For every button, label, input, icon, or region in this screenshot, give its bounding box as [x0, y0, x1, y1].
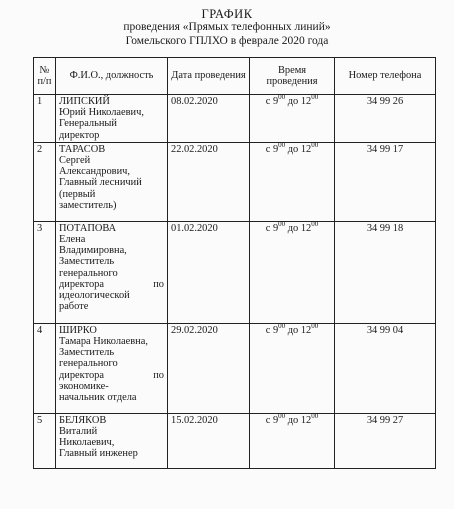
person-surname: ПОТАПОВА [59, 222, 117, 234]
header-name: Ф.И.О., должность [56, 58, 168, 95]
person-line: Сергей [59, 155, 91, 167]
person-line: генерального [59, 267, 118, 279]
date-cell: 15.02.2020 [168, 413, 250, 468]
document-subtitle-line1: проведения «Прямых телефонных линий» [123, 21, 331, 33]
person-line: Юрий Николаевич, [59, 107, 144, 119]
person-line: Владимировна, [59, 245, 127, 257]
person-line: Николаевич, [59, 437, 115, 449]
person-line: директора по [59, 278, 164, 290]
person-line: Главный инженер [59, 448, 138, 460]
person-line: Виталий [59, 426, 98, 438]
table-row [34, 142, 436, 221]
time-cell: с $9^{00}$ до $12^{00}$ [250, 413, 335, 468]
person-line: Главный лесничий [59, 177, 142, 189]
row-number: 4 [34, 323, 56, 413]
person-surname: ШИРКО [59, 324, 97, 336]
table-header-row [34, 58, 436, 95]
table-row [34, 221, 436, 323]
phone-cell: 34 99 04 [335, 323, 436, 413]
date-cell: 08.02.2020 [168, 95, 250, 143]
person-line: генерального [59, 358, 118, 370]
person-line: директор [59, 129, 100, 141]
date-cell: 22.02.2020 [168, 142, 250, 221]
person-line: Генеральный [59, 118, 117, 130]
person-line: директора по [59, 369, 164, 381]
schedule-table [33, 57, 436, 469]
phone-cell: 34 99 17 [335, 142, 436, 221]
person-line: начальник отдела [59, 392, 137, 404]
row-number: 5 [34, 413, 56, 468]
table-row [34, 413, 436, 468]
row-number: 2 [34, 142, 56, 221]
header-date: Дата проведения [168, 58, 250, 95]
person-line: заместитель) [59, 199, 117, 211]
time-cell: с $9^{00}$ до $12^{00}$ [250, 95, 335, 143]
person-cell [56, 323, 168, 413]
person-surname: БЕЛЯКОВ [59, 414, 107, 426]
document-title: ГРАФИК [201, 7, 253, 21]
person-surname: ЛИПСКИЙ [59, 96, 110, 107]
person-line: Елена [59, 234, 86, 246]
table-row [34, 323, 436, 413]
person-surname: ТАРАСОВ [59, 143, 106, 155]
document-subtitle-line2: Гомельского ГПЛХО в феврале 2020 года [125, 35, 329, 47]
person-cell [56, 142, 168, 221]
person-line: Заместитель [59, 347, 115, 359]
person-line: работе [59, 301, 89, 313]
person-cell [56, 413, 168, 468]
row-number: 3 [34, 221, 56, 323]
person-cell [56, 221, 168, 323]
row-number: 1 [34, 95, 56, 143]
person-line: Александрович, [59, 166, 130, 178]
header-num: № п/п [34, 58, 56, 95]
person-line: идеологической [59, 290, 130, 302]
header-time: Время проведения [250, 58, 335, 95]
table-row [34, 95, 436, 143]
time-cell: с $9^{00}$ до $12^{00}$ [250, 323, 335, 413]
date-cell: 29.02.2020 [168, 323, 250, 413]
time-cell: с $9^{00}$ до $12^{00}$ [250, 142, 335, 221]
phone-cell: 34 99 27 [335, 413, 436, 468]
header-phone: Номер телефона [335, 58, 436, 95]
person-line: Заместитель [59, 256, 115, 268]
person-cell [56, 95, 168, 143]
time-cell: с $9^{00}$ до $12^{00}$ [250, 221, 335, 323]
date-cell: 01.02.2020 [168, 221, 250, 323]
person-line: Тамара Николаевна, [59, 336, 148, 348]
phone-cell: 34 99 18 [335, 221, 436, 323]
phone-cell: 34 99 26 [335, 95, 436, 143]
person-line: экономике- [59, 380, 109, 392]
person-line: (первый [59, 188, 96, 200]
